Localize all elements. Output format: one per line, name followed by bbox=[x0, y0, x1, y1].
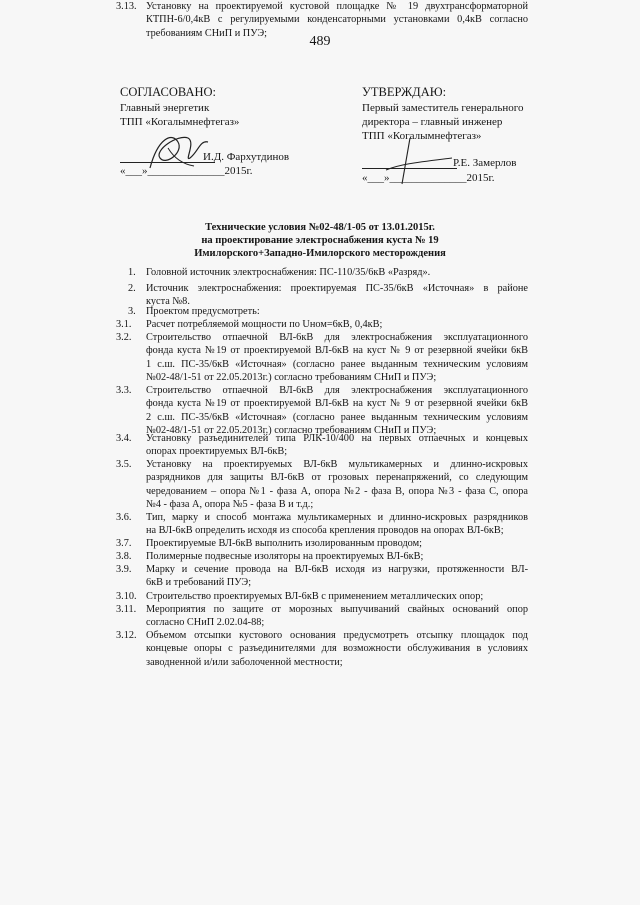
list-item-number: 2. bbox=[128, 283, 136, 294]
list-item-number: 3.4. bbox=[116, 433, 132, 444]
approved-signer: Р.Е. Замерлов bbox=[453, 157, 517, 169]
list-item-line: чередованием – опора №1 - фаза А, опора №2 - фаза В, опора №3 - фаза С, опора bbox=[146, 485, 528, 497]
list-item-line: Проектом предусмотреть: bbox=[146, 306, 260, 317]
agreed-signer: И.Д. Фархутдинов bbox=[203, 151, 290, 163]
list-item-number: 3. bbox=[128, 306, 136, 317]
list-item-text bbox=[146, 629, 528, 669]
page-number: 489 bbox=[309, 34, 331, 49]
doc-title-line-2: на проектирование электроснабжения куста № 19 bbox=[201, 235, 439, 246]
list-item-number: 3.13. bbox=[116, 1, 137, 12]
list-item-text bbox=[146, 603, 528, 630]
approved-position-1: Первый заместитель генерального bbox=[362, 102, 524, 114]
list-item-text bbox=[146, 305, 528, 318]
list-item-line: Мероприятия по защите от морозных выпучиваний свайных оснований опор bbox=[146, 604, 528, 615]
list-item-line: Полимерные подвесные изоляторы на проектируемых ВЛ-6кВ; bbox=[146, 551, 424, 562]
list-item-number: 3.8. bbox=[116, 551, 132, 562]
list-item-text bbox=[146, 511, 528, 538]
list-item-line: куста №8. bbox=[146, 296, 190, 308]
list-item-line: 6кВ и требований ПУЭ; bbox=[146, 577, 252, 589]
list-item-line: Строительство проектируемых ВЛ-6кВ с применением металлических опор; bbox=[146, 591, 484, 602]
list-item-text bbox=[146, 331, 528, 385]
list-item-line: разрядников для защиты ВЛ-6кВ от грозовых перенапряжений, со следующим bbox=[146, 472, 528, 484]
approved-company: ТПП «Когалымнефтегаз» bbox=[362, 130, 482, 142]
list-item-line: Расчет потребляемой мощности по Uном=6кВ, 0,4кВ; bbox=[146, 319, 383, 330]
list-item-line: Тип, марку и способ монтажа мультикамерных и длинно-искровых разрядников bbox=[146, 512, 528, 523]
list-item-line: Строительство отпаечной ВЛ-6кВ для электроснабжения эксплуатационного bbox=[146, 385, 528, 396]
list-item-number: 3.1. bbox=[116, 319, 132, 330]
agreed-signature bbox=[138, 128, 218, 178]
doc-title-line-3: Имилорского+Западно-Имилорского месторождения bbox=[194, 248, 446, 259]
list-item-line: требованиям СНиП и ПУЭ; bbox=[146, 27, 268, 39]
list-item-line: 1 с.ш. ПС-35/6кВ «Источная» (согласно ранее выданным техническим условиям bbox=[146, 358, 528, 370]
list-item-line: №02-48/1-51 от 22.05.2013г.) согласно требованиям СНиП и ПУЭ; bbox=[146, 425, 437, 437]
agreed-date: «___»______________2015г. bbox=[120, 165, 253, 177]
list-item-line: КТПН-6/0,4кВ с регулируемыми конденсаторными установками 0,4кВ согласно bbox=[146, 14, 528, 26]
list-item-line: на ВЛ-6кВ определить исходя из способа крепления проводов на опорах ВЛ-6кВ; bbox=[146, 525, 504, 537]
agreed-title: СОГЛАСОВАНО: bbox=[120, 85, 217, 99]
list-item-line: Проектируемые ВЛ-6кВ выполнить изолированным проводом; bbox=[146, 538, 423, 549]
list-item-line: концевые опоры с разъединителями для возможности обслуживания в условиях bbox=[146, 643, 528, 655]
agreed-position: Главный энергетик bbox=[120, 102, 210, 114]
list-item-text bbox=[146, 458, 528, 512]
list-item-line: №02-48/1-51 от 22.05.2013г.) согласно требованиям СНиП и ПУЭ; bbox=[146, 372, 437, 384]
list-item-number: 3.2. bbox=[116, 332, 132, 343]
list-item-number: 3.10. bbox=[116, 591, 137, 602]
list-item-text bbox=[146, 537, 528, 550]
list-item-line: Установку разъединителей типа РЛК-10/400 на первых отпаечных и концевых bbox=[146, 433, 528, 444]
list-item-line: Объемом отсыпки кустового основания предусмотреть отсыпку площадок под bbox=[146, 630, 528, 641]
list-item-text bbox=[146, 563, 528, 590]
list-item-line: Головной источник электроснабжения: ПС-110/35/6кВ «Разряд». bbox=[146, 267, 431, 278]
doc-title-line-1: Технические условия №02-48/1-05 от 13.01.2015г. bbox=[205, 222, 435, 233]
list-item-line: 2 с.ш. ПС-35/6кВ «Источная» (согласно ранее выданным техническим условиям bbox=[146, 411, 528, 423]
list-item-line: фонда куста №19 от проектируемой ВЛ-6кВ на куст № 9 от резервной ячейки 6кВ bbox=[146, 345, 528, 357]
list-item-number: 3.7. bbox=[116, 538, 132, 549]
list-item-text bbox=[146, 318, 528, 331]
approved-title: УТВЕРЖДАЮ: bbox=[362, 85, 447, 99]
list-item-line: Источник электроснабжения: проектируемая ПС-35/6кВ «Источная» в районе bbox=[146, 283, 528, 294]
list-item-text bbox=[146, 266, 528, 279]
list-item-line: заводненной и/или заболоченной местности; bbox=[146, 656, 343, 668]
list-item-line: опорах проектируемых ВЛ-6кВ; bbox=[146, 446, 288, 458]
list-item-line: Установку на проектируемой кустовой площадке № 19 двухтрансформаторной bbox=[146, 1, 528, 12]
list-item-line: Установку на проектируемых ВЛ-6кВ мультикамерных и длинно-искровых bbox=[146, 459, 528, 470]
list-item-number: 1. bbox=[128, 267, 136, 278]
list-item-line: фонда куста №19 от проектируемой ВЛ-6кВ на куст № 9 от резервной ячейки 6кВ bbox=[146, 398, 528, 410]
list-item-line: №4 - фаза А, опора №5 - фаза В и т.д.; bbox=[146, 499, 314, 511]
list-item-number: 3.12. bbox=[116, 630, 137, 641]
list-item-line: согласно СНиП 2.02.04-88; bbox=[146, 617, 265, 629]
approved-date: «___»______________2015г. bbox=[362, 172, 495, 184]
list-item-text bbox=[146, 432, 528, 459]
list-item-number: 3.6. bbox=[116, 512, 132, 523]
list-item-number: 3.9. bbox=[116, 564, 132, 575]
list-item-number: 3.5. bbox=[116, 459, 132, 470]
list-item-number: 3.3. bbox=[116, 385, 132, 396]
list-item-text bbox=[146, 0, 528, 40]
list-item-number: 3.11. bbox=[116, 604, 137, 615]
approved-signature bbox=[380, 136, 460, 186]
list-item-text bbox=[146, 384, 528, 438]
approved-position-2: директора – главный инженер bbox=[362, 116, 503, 128]
list-item-line: Строительство отпаечной ВЛ-6кВ для электроснабжения эксплуатационного bbox=[146, 332, 528, 343]
list-item-line: Марку и сечение провода на ВЛ-6кВ исходя из нагрузки, протяженности ВЛ- bbox=[146, 564, 528, 575]
list-item-text bbox=[146, 590, 528, 603]
agreed-company: ТПП «Когалымнефтегаз» bbox=[120, 116, 240, 128]
list-item-text bbox=[146, 550, 528, 563]
